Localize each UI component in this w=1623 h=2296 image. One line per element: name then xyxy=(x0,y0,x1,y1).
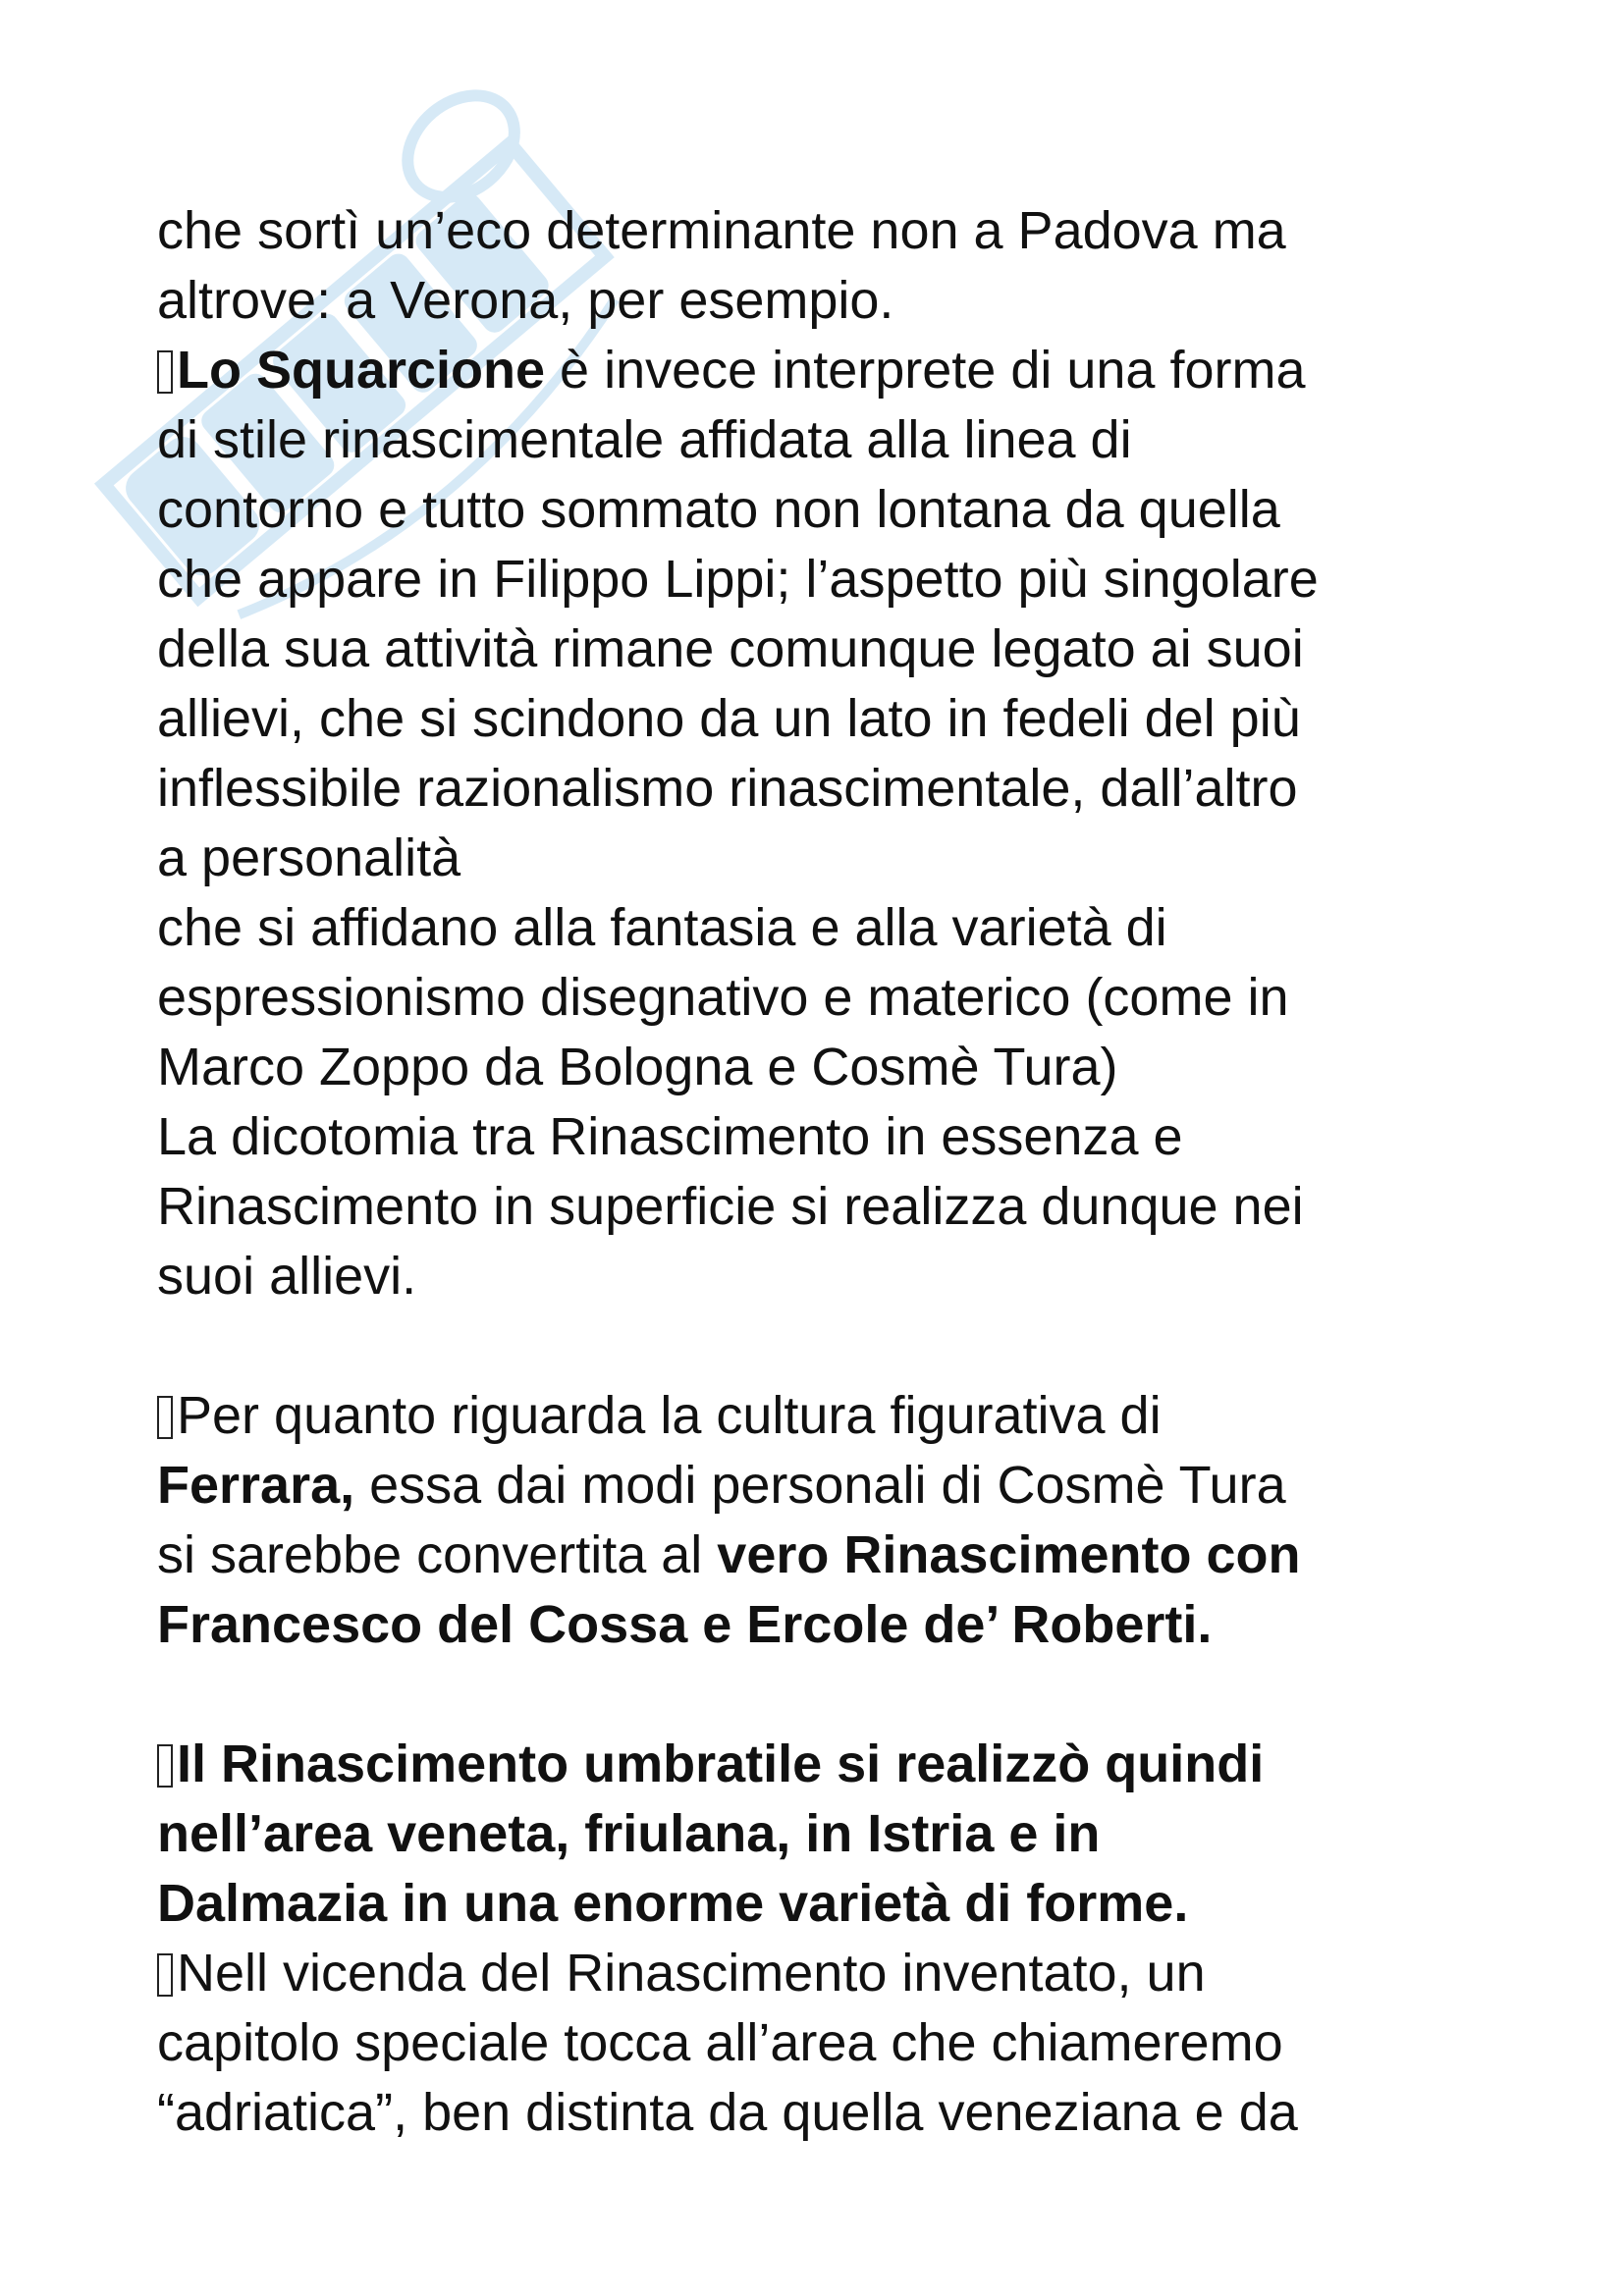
paragraph-5 xyxy=(157,1381,1512,1660)
bold-line: Dalmazia in una enorme varietà di forme. xyxy=(157,1874,1189,1933)
paragraph-2 xyxy=(157,336,1512,893)
bold-line: nell’area veneta, friulana, in Istria e in xyxy=(157,1804,1101,1863)
text-line: della sua attività rimane comunque legato ai suoi xyxy=(157,619,1304,678)
paragraph-3 xyxy=(157,893,1512,1102)
bold-term: Lo Squarcione xyxy=(177,341,546,400)
text-line: La dicotomia tra Rinascimento in essenza e xyxy=(157,1107,1183,1166)
text-line: che sortì un’eco determinante non a Padova ma xyxy=(157,201,1286,260)
text-line: Rinascimento in superficie si realizza dunque nei xyxy=(157,1177,1304,1236)
missing-glyph-icon xyxy=(157,1744,173,1788)
bold-term: Ferrara, xyxy=(157,1456,355,1515)
text-line: che si affidano alla fantasia e alla varietà di xyxy=(157,898,1167,957)
text-line: Per quanto riguarda la cultura figurativa di xyxy=(177,1386,1162,1445)
text-line: di stile rinascimentale affidata alla linea di xyxy=(157,410,1132,469)
text-line: allievi, che si scindono da un lato in fedeli del più xyxy=(157,689,1301,748)
paragraph-4 xyxy=(157,1102,1512,1311)
text-line: si sarebbe convertita al xyxy=(157,1525,718,1584)
missing-glyph-icon xyxy=(157,350,173,394)
text-line: espressionismo disegnativo e materico (come in xyxy=(157,968,1289,1027)
text-line: capitolo speciale tocca all’area che chiameremo xyxy=(157,2013,1283,2072)
text-line: suoi allievi. xyxy=(157,1247,417,1306)
text-line: Nell vicenda del Rinascimento inventato, un xyxy=(177,1944,1206,2002)
paragraph-spacer xyxy=(157,1311,1512,1381)
bold-phrase: Francesco del Cossa e Ercole de’ Roberti. xyxy=(157,1595,1213,1654)
text-line: inflessibile razionalismo rinascimentale, dall’altro xyxy=(157,759,1298,818)
missing-glyph-icon xyxy=(157,1396,173,1439)
paragraph-6 xyxy=(157,1730,1512,1939)
bold-line: Il Rinascimento umbratile si realizzò quindi xyxy=(177,1735,1265,1793)
document-body xyxy=(157,196,1512,2148)
paragraph-7 xyxy=(157,1939,1512,2148)
paragraph-spacer xyxy=(157,1660,1512,1730)
text-line: contorno e tutto sommato non lontana da quella xyxy=(157,480,1280,539)
bold-phrase: vero Rinascimento con xyxy=(717,1525,1301,1584)
text-line: che appare in Filippo Lippi; l’aspetto più singolare xyxy=(157,550,1319,609)
paragraph-1 xyxy=(157,196,1512,336)
text-line: è invece interprete di una forma xyxy=(545,341,1306,400)
text-line: a personalità xyxy=(157,828,461,887)
text-line: “adriatica”, ben distinta da quella veneziana e da xyxy=(157,2083,1298,2142)
missing-glyph-icon xyxy=(157,1953,173,1997)
text-line: altrove: a Verona, per esempio. xyxy=(157,271,894,330)
text-line: essa dai modi personali di Cosmè Tura xyxy=(354,1456,1286,1515)
text-line: Marco Zoppo da Bologna e Cosmè Tura) xyxy=(157,1038,1118,1096)
